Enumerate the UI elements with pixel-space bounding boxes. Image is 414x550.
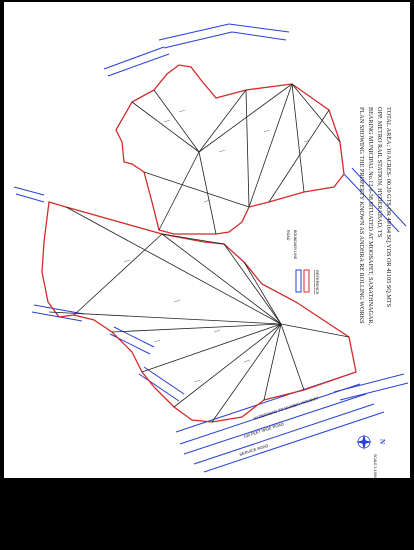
survey-line	[112, 324, 281, 332]
north-label: N	[378, 439, 386, 445]
road-label: SERVICE ROAD	[238, 442, 269, 457]
survey-line	[159, 152, 199, 230]
survey-line	[249, 84, 292, 207]
road-line	[340, 383, 408, 400]
title-block	[358, 107, 392, 326]
survey-line	[246, 90, 249, 207]
survey-lines	[49, 84, 349, 422]
road-line	[334, 374, 404, 392]
road-label: HYDERABAD TO MUMBAI HIGHWAY	[252, 395, 320, 421]
legend-item-label: BOUNDARY LINE	[293, 230, 297, 260]
survey-line	[199, 90, 246, 152]
survey-line	[144, 172, 249, 207]
road-line	[164, 32, 232, 48]
scale-text: SCALE 1:1000	[373, 454, 377, 478]
survey-line	[132, 102, 199, 152]
boundary-lines	[42, 65, 356, 422]
road-line	[229, 24, 289, 32]
survey-line	[281, 324, 304, 390]
survey-line	[162, 234, 224, 244]
title-line: PLAN SHOWING THE PROPERTY KNOWN AS ANDHRA RE ROLLING WORKS	[358, 107, 365, 324]
legend-swatch-road	[296, 270, 301, 292]
boundary-upper-parcel	[116, 65, 344, 234]
road-line	[14, 187, 44, 195]
legend-swatch-boundary	[304, 270, 309, 292]
scale-block	[373, 454, 377, 478]
road-line	[110, 334, 150, 354]
road-label: 100 FEET WIDE ROAD	[242, 421, 285, 439]
survey-line	[162, 234, 281, 324]
road-line	[232, 32, 286, 40]
title-line: OPP. METRO RAIL STATION, HYDERABAD, TS	[376, 107, 383, 238]
boundary-lower-parcel	[42, 202, 356, 422]
road-line	[104, 47, 164, 69]
title-line: BEARING MUNICIPAL No.12-6-38 SITUATED AT MOOSAPET, SANATHNAGAR,	[367, 107, 374, 326]
road-line	[194, 404, 374, 464]
legend-heading: REFERENCE	[315, 270, 320, 295]
road-line	[108, 54, 169, 76]
survey-line	[142, 324, 281, 372]
survey-line	[66, 207, 281, 324]
survey-line	[212, 324, 281, 422]
survey-line	[74, 234, 162, 315]
road-line	[144, 367, 184, 394]
road-line	[139, 374, 179, 401]
road-line	[159, 24, 229, 40]
survey-plan-sheet	[4, 2, 410, 478]
legend	[286, 230, 320, 295]
legend-item-label: ROAD	[286, 230, 290, 241]
north-arrow	[356, 434, 386, 450]
road-line	[16, 194, 44, 202]
survey-line	[292, 84, 304, 192]
dimension-ticks	[124, 110, 310, 382]
survey-line	[244, 262, 281, 324]
title-line: TOTAL AREA: 10 ACRES- 00.20 GTS OR 49164 SQ.YDS OR 41105 SQ.MTS	[385, 107, 392, 308]
survey-line	[292, 84, 340, 142]
survey-line	[224, 244, 281, 324]
survey-plan-drawing	[4, 2, 410, 478]
survey-line	[154, 90, 199, 152]
